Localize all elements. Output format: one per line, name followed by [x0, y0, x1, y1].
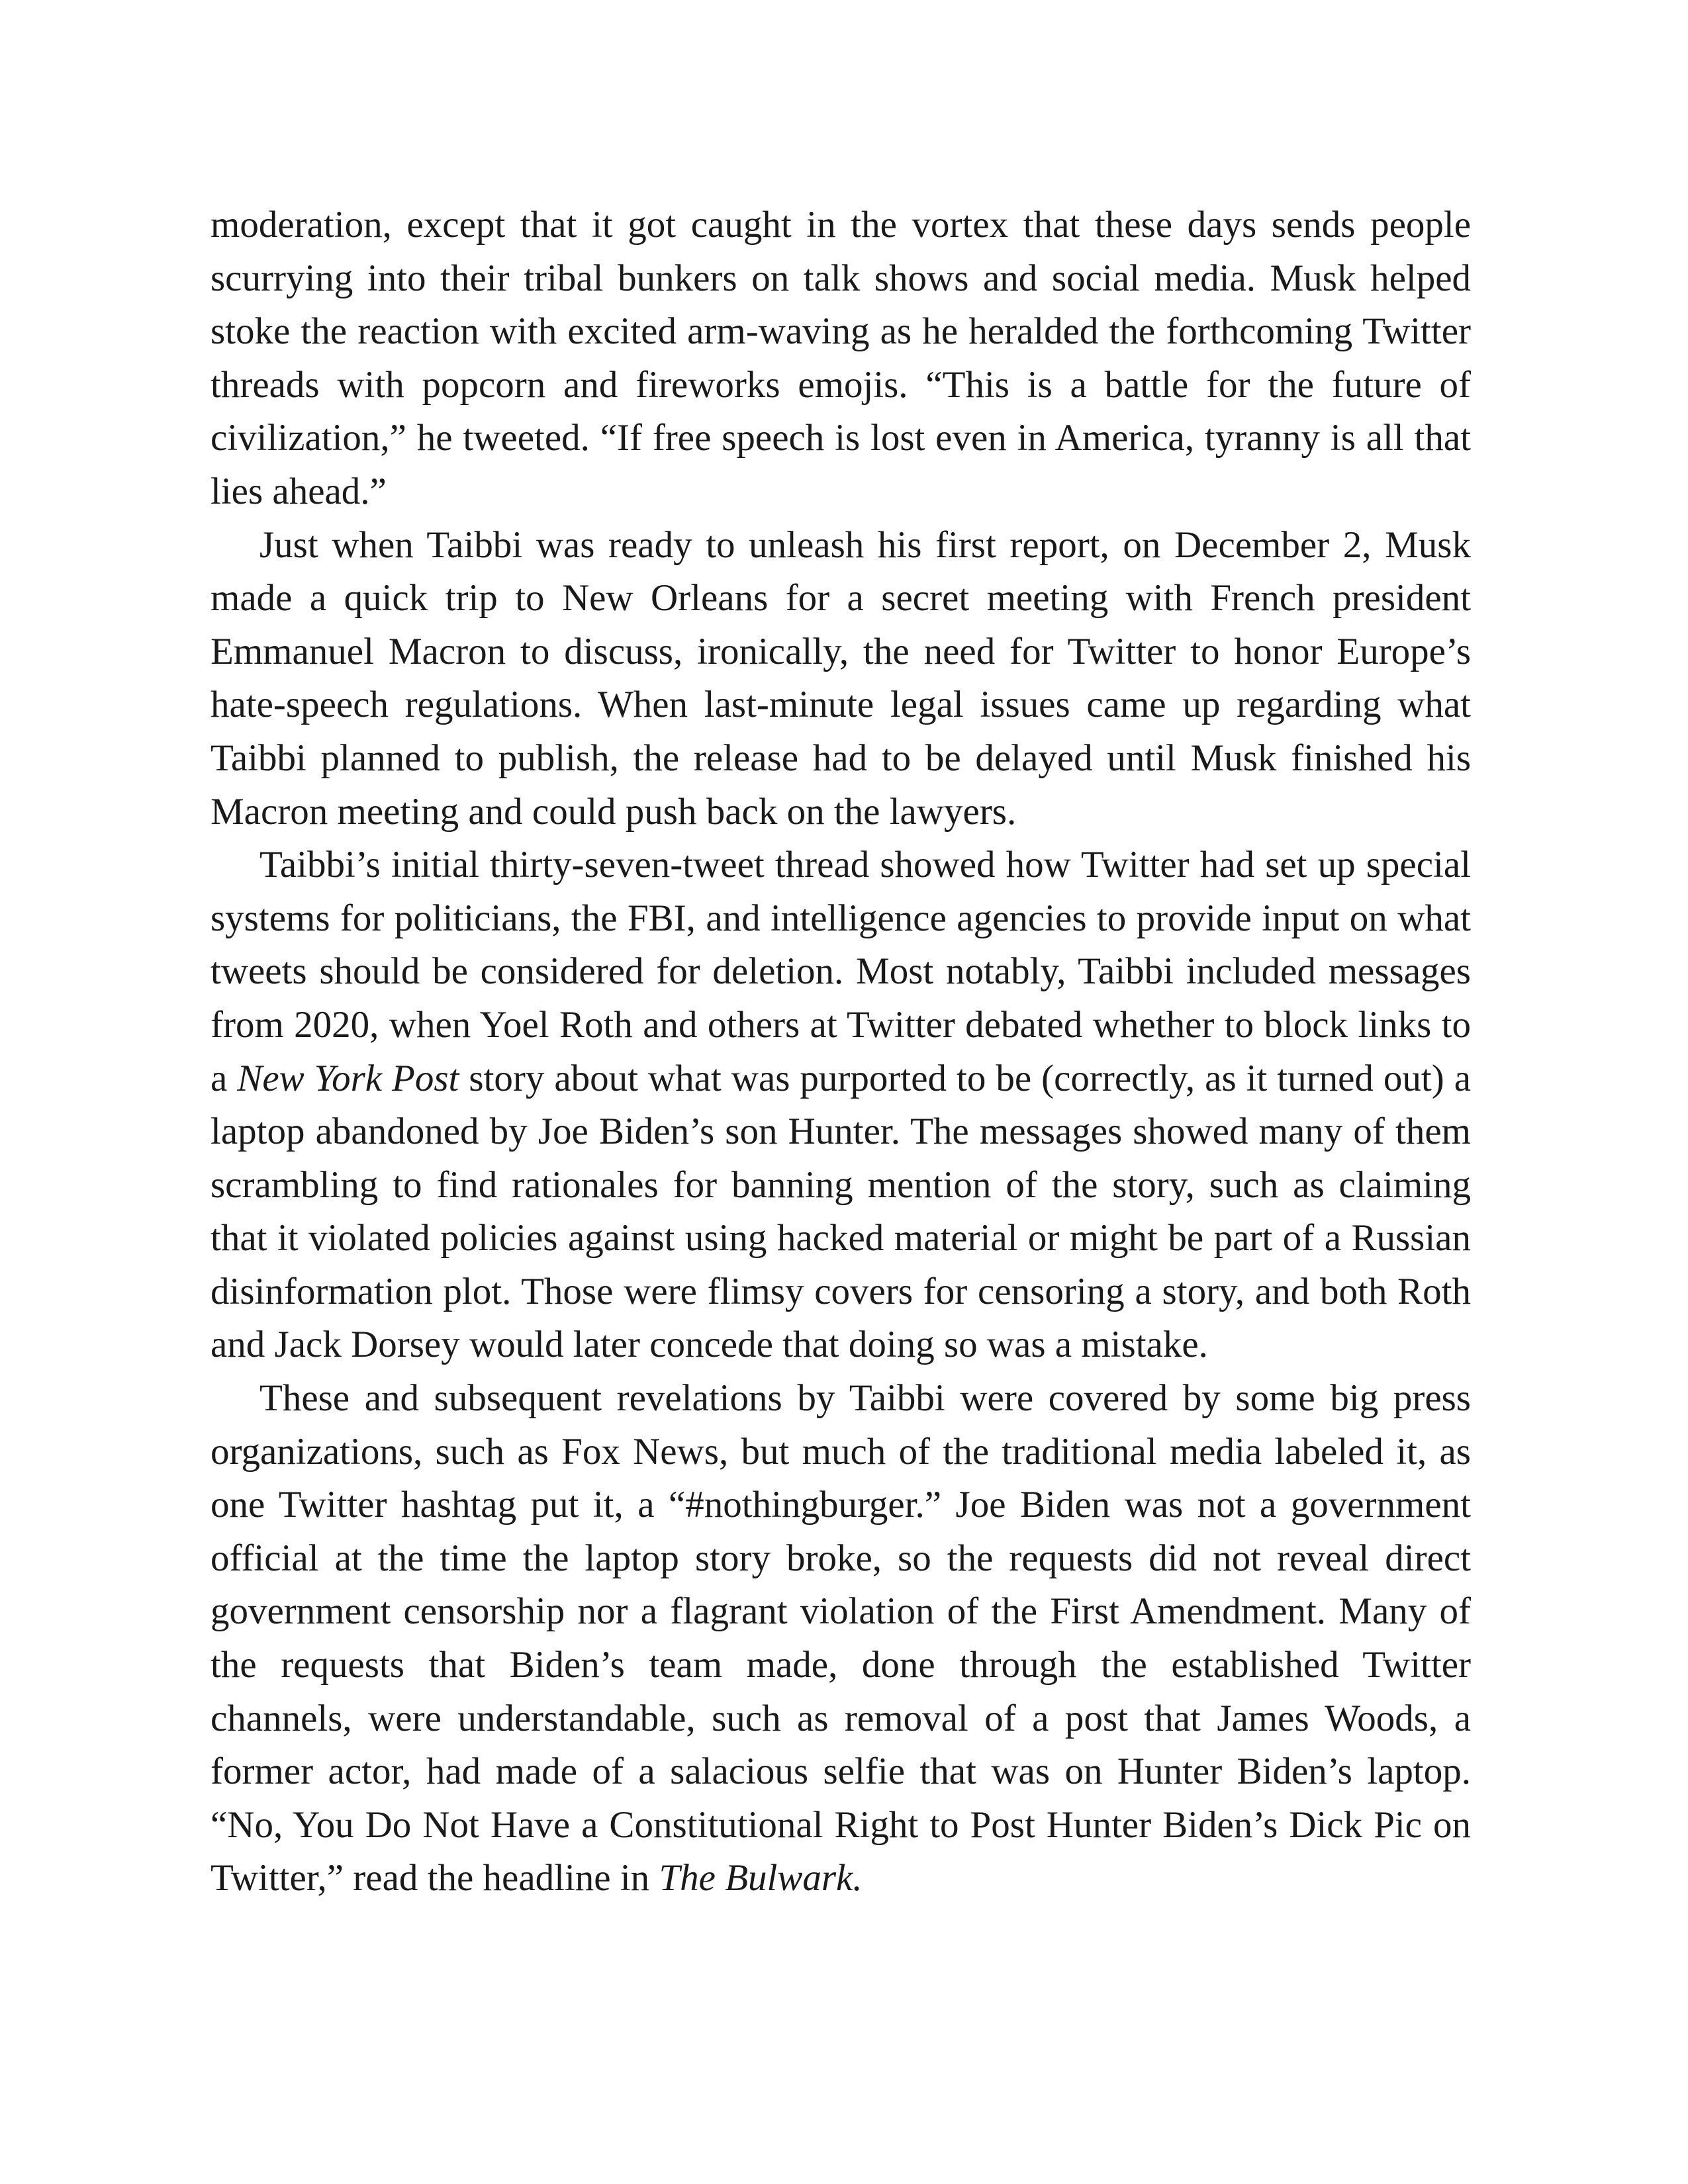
paragraph-4	[211, 1372, 1471, 1905]
paragraph-4-text-a: These and subsequent revelations by Taibbi were covered by some big press organizations, such as Fox News, but much of the traditional media labeled it, as one Twitter hashtag put it, a “#nothingburger.” Joe Biden was not a government official at the time the laptop story broke, so the requests did not reveal direct government censorship nor a flagrant violation of the First Amendment. Many of the requests that Biden’s team made, done through the established Twitter channels, were understandable, such as removal of a post that James Woods, a former actor, had made of a salacious selfie that was on Hunter Biden’s laptop. “No, You Do Not Have a Constitutional Right to Post Hunter Biden’s Dick Pic on Twitter,” read the headline in	[211, 1377, 1471, 1899]
paragraph-3	[211, 839, 1471, 1372]
publication-title-new-york-post: New York Post	[237, 1057, 459, 1099]
paragraph-3-text-a: Taibbi’s initial thirty-seven-tweet thread showed how Twitter had set up special systems for politicians, the FBI, and intelligence agencies to provide input on what tweets should be considered for deletion. Most notably, Taibbi included messages from 2020, when Yoel Roth and others at Twitter debated whether to block links to a	[211, 844, 1471, 1099]
paragraph-2	[211, 519, 1471, 839]
paragraph-2-text: Just when Taibbi was ready to unleash his first report, on December 2, Musk made a quick trip to New Orleans for a secret meeting with French president Emmanuel Macron to discuss, ironically, the need for Twitter to honor Europe’s hate-speech regulations. When last-minute legal issues came up regarding what Taibbi planned to publish, the release had to be delayed until Musk finished his Macron meeting and could push back on the lawyers.	[211, 523, 1471, 833]
paragraph-3-text-b: story about what was purported to be (correctly, as it turned out) a laptop abandoned by Joe Biden’s son Hunter. The messages showed many of them scrambling to find rationales for banning mention of the story, such as claiming that it violated policies against using hacked material or might be part of a Russian disinformation plot. Those were flimsy covers for censoring a story, and both Roth and Jack Dorsey would later concede that doing so was a mistake.	[211, 1057, 1471, 1366]
publication-title-the-bulwark: The Bulwark.	[659, 1857, 863, 1899]
paragraph-1	[211, 199, 1471, 519]
paragraph-1-text: moderation, except that it got caught in the vortex that these days sends people scurrying into their tribal bunkers on talk shows and social media. Musk helped stoke the reaction with excited arm-waving as he heralded the forthcoming Twitter threads with popcorn and fireworks emojis. “This is a battle for the future of civilization,” he tweeted. “If free speech is lost even in America, tyranny is all that lies ahead.”	[211, 204, 1471, 512]
page-body	[211, 199, 1471, 1905]
